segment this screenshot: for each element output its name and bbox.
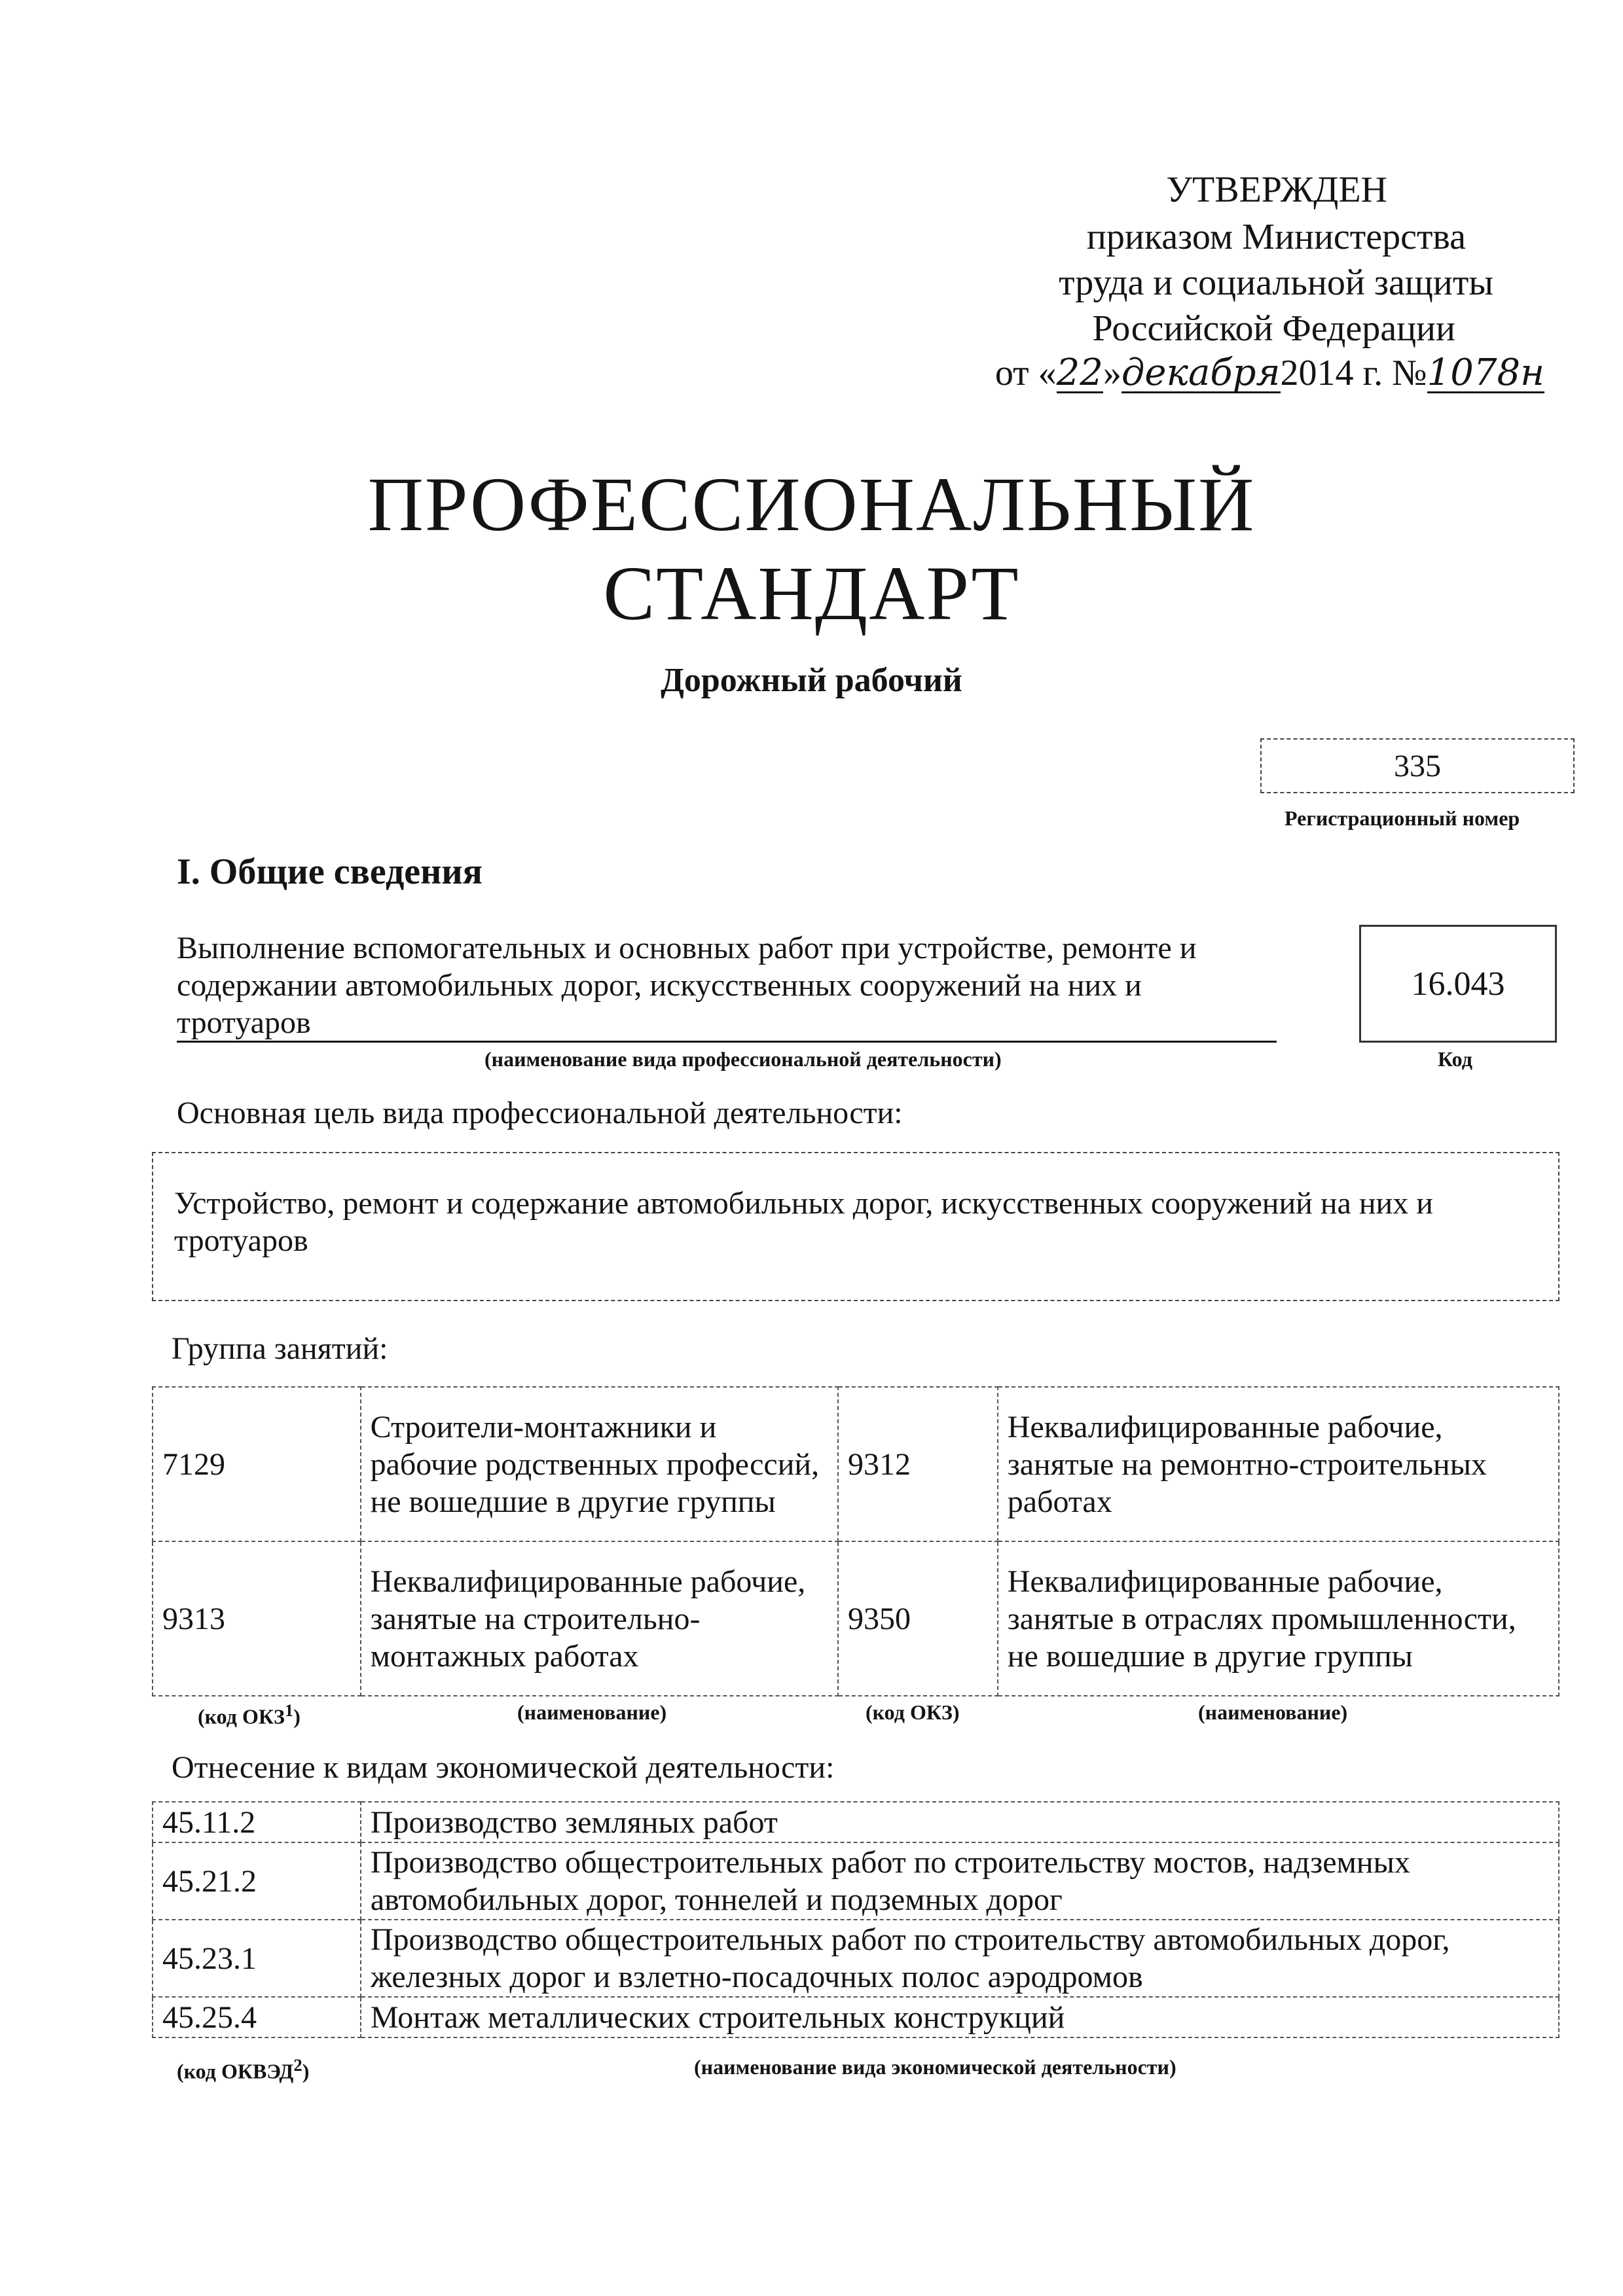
section-heading: I. Общие сведения xyxy=(177,852,483,892)
okved-code: 45.25.4 xyxy=(153,1997,361,2037)
okved-code: 45.21.2 xyxy=(153,1842,361,1920)
activity-code-box xyxy=(1359,925,1557,1043)
goal-label: Основная цель вида профессиональной деятельности: xyxy=(177,1096,903,1130)
okved-caption-close: ) xyxy=(302,2059,310,2083)
approval-date-line xyxy=(994,351,1544,394)
okved-name-caption: (наименование вида экономической деятельности) xyxy=(694,2055,1176,2079)
table-row xyxy=(153,1842,1559,1920)
okved-label: Отнесение к видам экономической деятельности: xyxy=(172,1750,835,1785)
okved-code-caption xyxy=(177,2055,309,2084)
goal-box xyxy=(152,1152,1559,1301)
table-row xyxy=(153,1802,1559,1842)
activity-code: 16.043 xyxy=(1411,965,1505,1003)
okz-code: 9350 xyxy=(838,1541,998,1696)
doc-title-line2: СТАНДАРТ xyxy=(603,550,1020,636)
okved-name: Производство земляных работ xyxy=(361,1802,1559,1842)
okz-code-caption-1 xyxy=(198,1700,301,1729)
okved-table xyxy=(152,1801,1559,2038)
date-prefix: от « xyxy=(994,353,1057,393)
okz-name: Неквалифицированные рабочие, занятые в отраслях промышленности, не вошедшие в другие группы xyxy=(998,1541,1559,1696)
goal-text: Устройство, ремонт и содержание автомобильных дорог, искусственных сооружений на них и тротуаров xyxy=(174,1186,1433,1258)
footnote-mark-2: 2 xyxy=(293,2055,302,2075)
doc-title-line1: ПРОФЕССИОНАЛЬНЫЙ xyxy=(367,461,1256,547)
okz-code: 7129 xyxy=(153,1387,361,1541)
okved-code: 45.11.2 xyxy=(153,1802,361,1842)
approval-title: УТВЕРЖДЕН xyxy=(1166,170,1387,210)
okz-caption-close: ) xyxy=(293,1704,301,1729)
okved-name: Монтаж металлических строительных конструкций xyxy=(361,1997,1559,2037)
approval-line-labor: труда и социальной защиты xyxy=(1059,262,1493,303)
activity-caption: (наименование вида профессиональной деятельности) xyxy=(484,1047,1002,1071)
order-number-handwritten: 1078н xyxy=(1427,351,1544,394)
approval-line-ministry: приказом Министерства xyxy=(1086,217,1466,257)
table-row xyxy=(153,1541,1559,1696)
date-month-handwritten: декабря xyxy=(1121,351,1281,394)
activity-name: Выполнение вспомогательных и основных работ при устройстве, ремонте и содержании автомобильных дорог, искусственных сооружений на них и тротуаров xyxy=(177,929,1277,1043)
okz-code: 9313 xyxy=(153,1541,361,1696)
table-row xyxy=(153,1997,1559,2037)
approval-line-federation: Российской Федерации xyxy=(1092,308,1455,349)
date-year: 2014 г. № xyxy=(1280,353,1427,393)
footnote-mark-1: 1 xyxy=(284,1700,294,1720)
occupation-groups-table xyxy=(152,1386,1559,1696)
okz-name: Строители-монтажники и рабочие родственных профессий, не вошедшие в другие группы xyxy=(361,1387,838,1541)
registration-caption: Регистрационный номер xyxy=(1285,806,1520,830)
okz-code: 9312 xyxy=(838,1387,998,1541)
okved-name: Производство общестроительных работ по строительству автомобильных дорог, железных дорог и взлетно-посадочных полос аэродромов xyxy=(361,1920,1559,1997)
okz-name-caption-1: (наименование) xyxy=(517,1700,667,1724)
okz-caption-text: (код ОКЗ xyxy=(198,1704,285,1729)
registration-number-box xyxy=(1260,738,1575,793)
profession-name: Дорожный рабочий xyxy=(661,662,962,699)
table-row xyxy=(153,1920,1559,1997)
okved-caption-text: (код ОКВЭД xyxy=(177,2059,294,2083)
group-label: Группа занятий: xyxy=(172,1331,388,1366)
date-sep: » xyxy=(1103,353,1122,393)
okz-name-caption-2: (наименование) xyxy=(1198,1700,1348,1724)
okved-code: 45.23.1 xyxy=(153,1920,361,1997)
okz-name: Неквалифицированные рабочие, занятые на строительно-монтажных работах xyxy=(361,1541,838,1696)
okz-code-caption-2: (код ОКЗ) xyxy=(866,1700,960,1724)
okz-name: Неквалифицированные рабочие, занятые на ремонтно-строительных работах xyxy=(998,1387,1559,1541)
okved-name: Производство общестроительных работ по строительству мостов, надземных автомобильных дорог, тоннелей и подземных дорог xyxy=(361,1842,1559,1920)
activity-code-caption: Код xyxy=(1438,1047,1472,1071)
registration-number: 335 xyxy=(1394,748,1441,783)
table-row xyxy=(153,1387,1559,1541)
date-day-handwritten: 22 xyxy=(1056,351,1103,394)
